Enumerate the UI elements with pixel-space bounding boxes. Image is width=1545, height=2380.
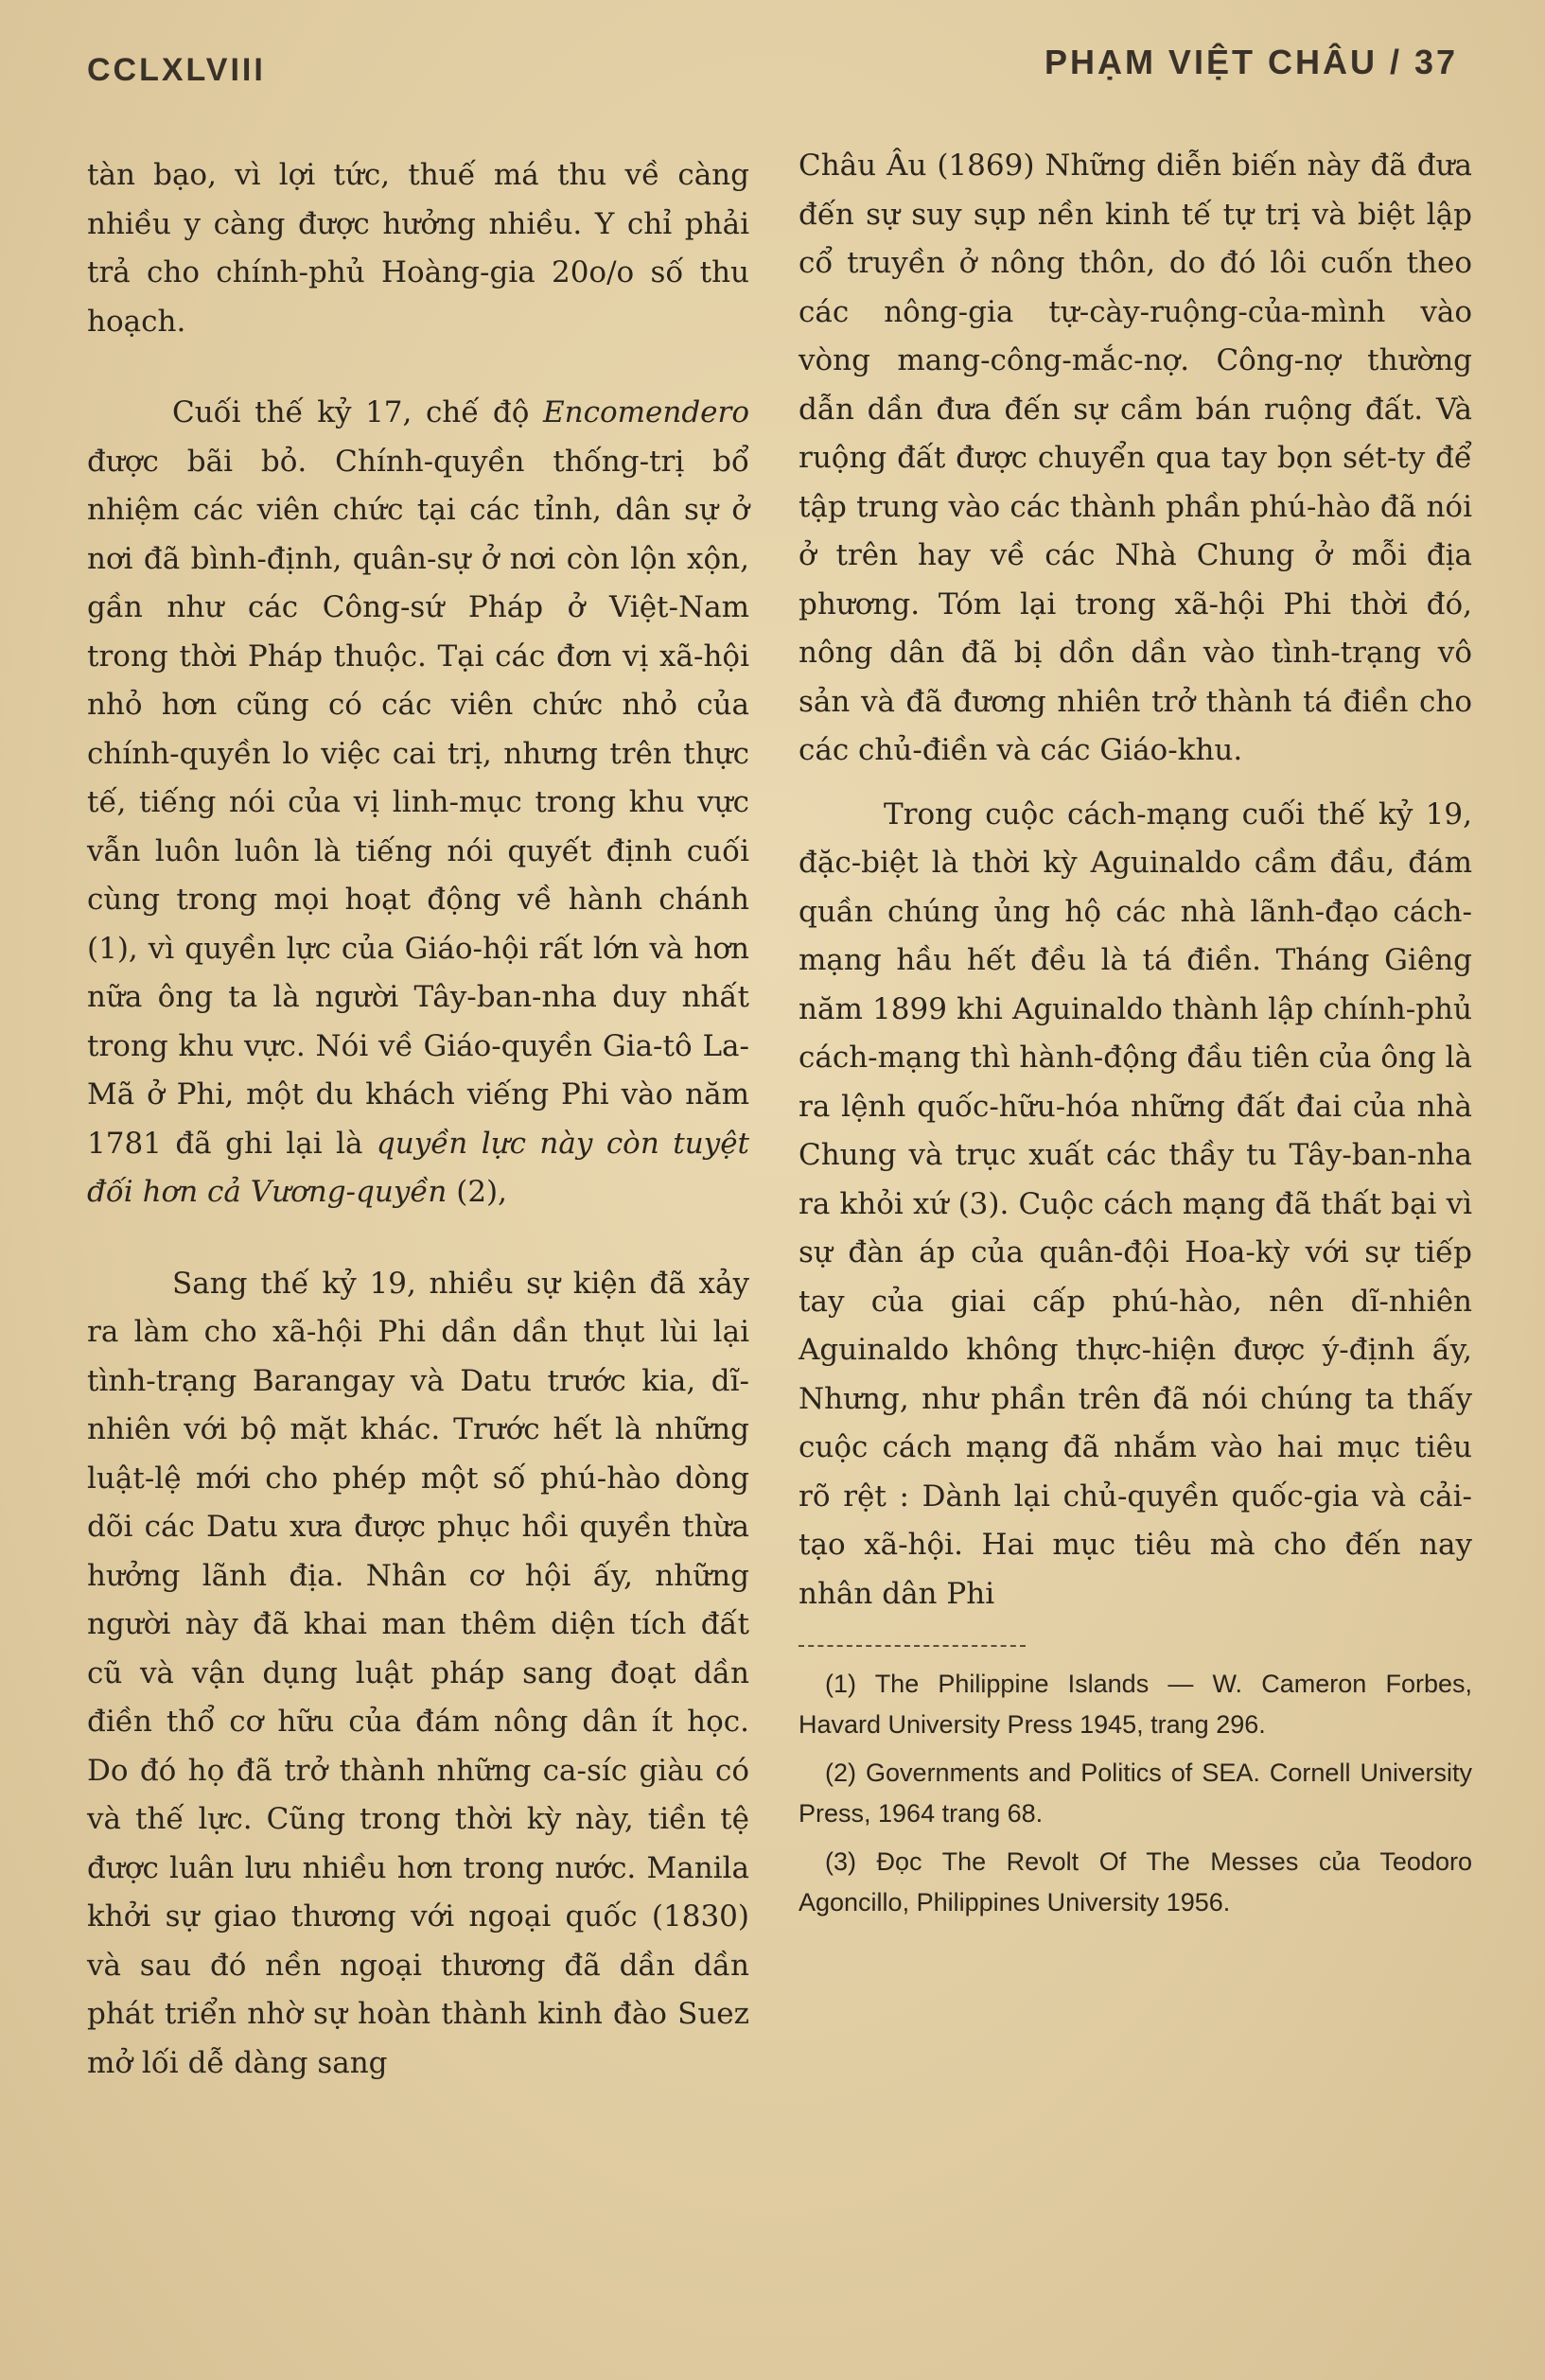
right-column — [799, 142, 1472, 1931]
text-run: (2), — [447, 1175, 508, 1209]
paragraph: Châu Âu (1869) Những diễn biến này đã đưa đến sự suy sụp nền kinh tế tự trị và biệt lập cổ truyền ở nông thôn, do đó lôi cuốn theo các nông-gia tự-cày-ruộng-của-mình vào vòng mang-công-mắc-nợ. Công-nợ thường dẫn dần đưa đến sự cầm bán ruộng đất. Và ruộng đất được chuyển qua tay bọn sét-ty để tập trung vào các thành phần phú-hào đã nói ở trên hay về các Nhà Chung ở mỗi địa phương. Tóm lại trong xã-hội Phi thời đó, nông dân đã bị dồn dần vào tình-trạng vô sản và đã đương nhiên trở thành tá điền cho các chủ-điền và các Giáo-khu. — [799, 149, 1472, 767]
italic-quote: quyền lực này còn tuyệt đối hơn cả Vương-quyền — [87, 1126, 749, 1209]
running-head-left: CCLXLVIII — [87, 52, 266, 88]
italic-term: Encomendero — [543, 395, 749, 429]
text-run: được bãi bỏ. Chính-quyền thống-trị bổ nhiệm các viên chức tại các tỉnh, dân sự ở nơi đã bình-định, quân-sự ở nơi còn lộn xộn, gần như các Công-sứ Pháp ở Việt-Nam trong thời Pháp thuộc. Tại các đơn vị xã-hội nhỏ hơn cũng có các viên chức nhỏ của chính-quyền lo việc cai trị, nhưng trên thực tế, tiếng nói của vị linh-mục trong khu vực vẫn luôn luôn là tiếng nói quyết định cuối cùng trong mọi hoạt động về hành chánh (1), vì quyền lực của Giáo-hội rất lớn và hơn nữa ông ta là người Tây-ban-nha duy nhất trong khu vực. Nói về Giáo-quyền Gia-tô La-Mã ở Phi, một du khách viếng Phi vào năm 1781 đã ghi lại là — [87, 444, 749, 1161]
footnote-divider — [799, 1645, 1026, 1647]
paragraph — [87, 389, 749, 1217]
paragraph: tàn bạo, vì lợi tức, thuế má thu về càng nhiều y càng được hưởng nhiều. Y chỉ phải trả cho chính-phủ Hoàng-gia 20o/o số thu hoạch. — [87, 158, 749, 339]
text-run: Cuối thế kỷ 17, chế độ — [172, 395, 543, 429]
running-head-right: PHẠM VIỆT CHÂU / 37 — [1044, 43, 1458, 81]
paragraph: Trong cuộc cách-mạng cuối thế kỷ 19, đặc-biệt là thời kỳ Aguinaldo cầm đầu, đám quần chúng ủng hộ các nhà lãnh-đạo cách-mạng hầu hết đều là tá điền. Tháng Giêng năm 1899 khi Aguinaldo thành lập chính-phủ cách-mạng thì hành-động đầu tiên của ông là ra lệnh quốc-hữu-hóa những đất đai của nhà Chung và trục xuất các thầy tu Tây-ban-nha ra khỏi xứ (3). Cuộc cách mạng đã thất bại vì sự đàn áp của quân-đội Hoa-kỳ với sự tiếp tay của giai cấp phú-hào, nên dĩ-nhiên Aguinaldo không thực-hiện được ý-định ấy, Nhưng, như phần trên đã nói chúng ta thấy cuộc cách mạng đã nhắm vào hai mục tiêu rõ rệt : Dành lại chủ-quyền quốc-gia và cải-tạo xã-hội. Hai mục tiêu mà cho đến nay nhân dân Phi — [799, 796, 1472, 1611]
left-column — [87, 151, 749, 2088]
footnote: (2) Governments and Politics of SEA. Cornell University Press, 1964 trang 68. — [799, 1759, 1472, 1828]
footnote: (3) Đọc The Revolt Of The Messes của Teodoro Agoncillo, Philippines University 1956. — [799, 1847, 1472, 1916]
footnote: (1) The Philippine Islands — W. Cameron Forbes, Havard University Press 1945, trang 296. — [799, 1670, 1472, 1739]
paragraph: Sang thế kỷ 19, nhiều sự kiện đã xảy ra làm cho xã-hội Phi dần dần thụt lùi lại tình-trạng Barangay và Datu trước kia, dĩ-nhiên với bộ mặt khác. Trước hết là những luật-lệ mới cho phép một số phú-hào dòng dõi các Datu xưa được phục hồi quyền thừa hưởng lãnh địa. Nhân cơ hội ấy, những người này đã khai man thêm diện tích đất cũ và vận dụng luật pháp sang đoạt dần điền thổ cơ hữu của đám nông dân ít học. Do đó họ đã trở thành những ca-síc giàu có và thế lực. Cũng trong thời kỳ này, tiền tệ được luân lưu nhiều hơn trong nước. Manila khởi sự giao thương với ngoại quốc (1830) và sau đó nền ngoại thương đã dần dần phát triển nhờ sự hoàn thành kinh đào Suez mở lối dễ dàng sang — [87, 1266, 749, 2080]
